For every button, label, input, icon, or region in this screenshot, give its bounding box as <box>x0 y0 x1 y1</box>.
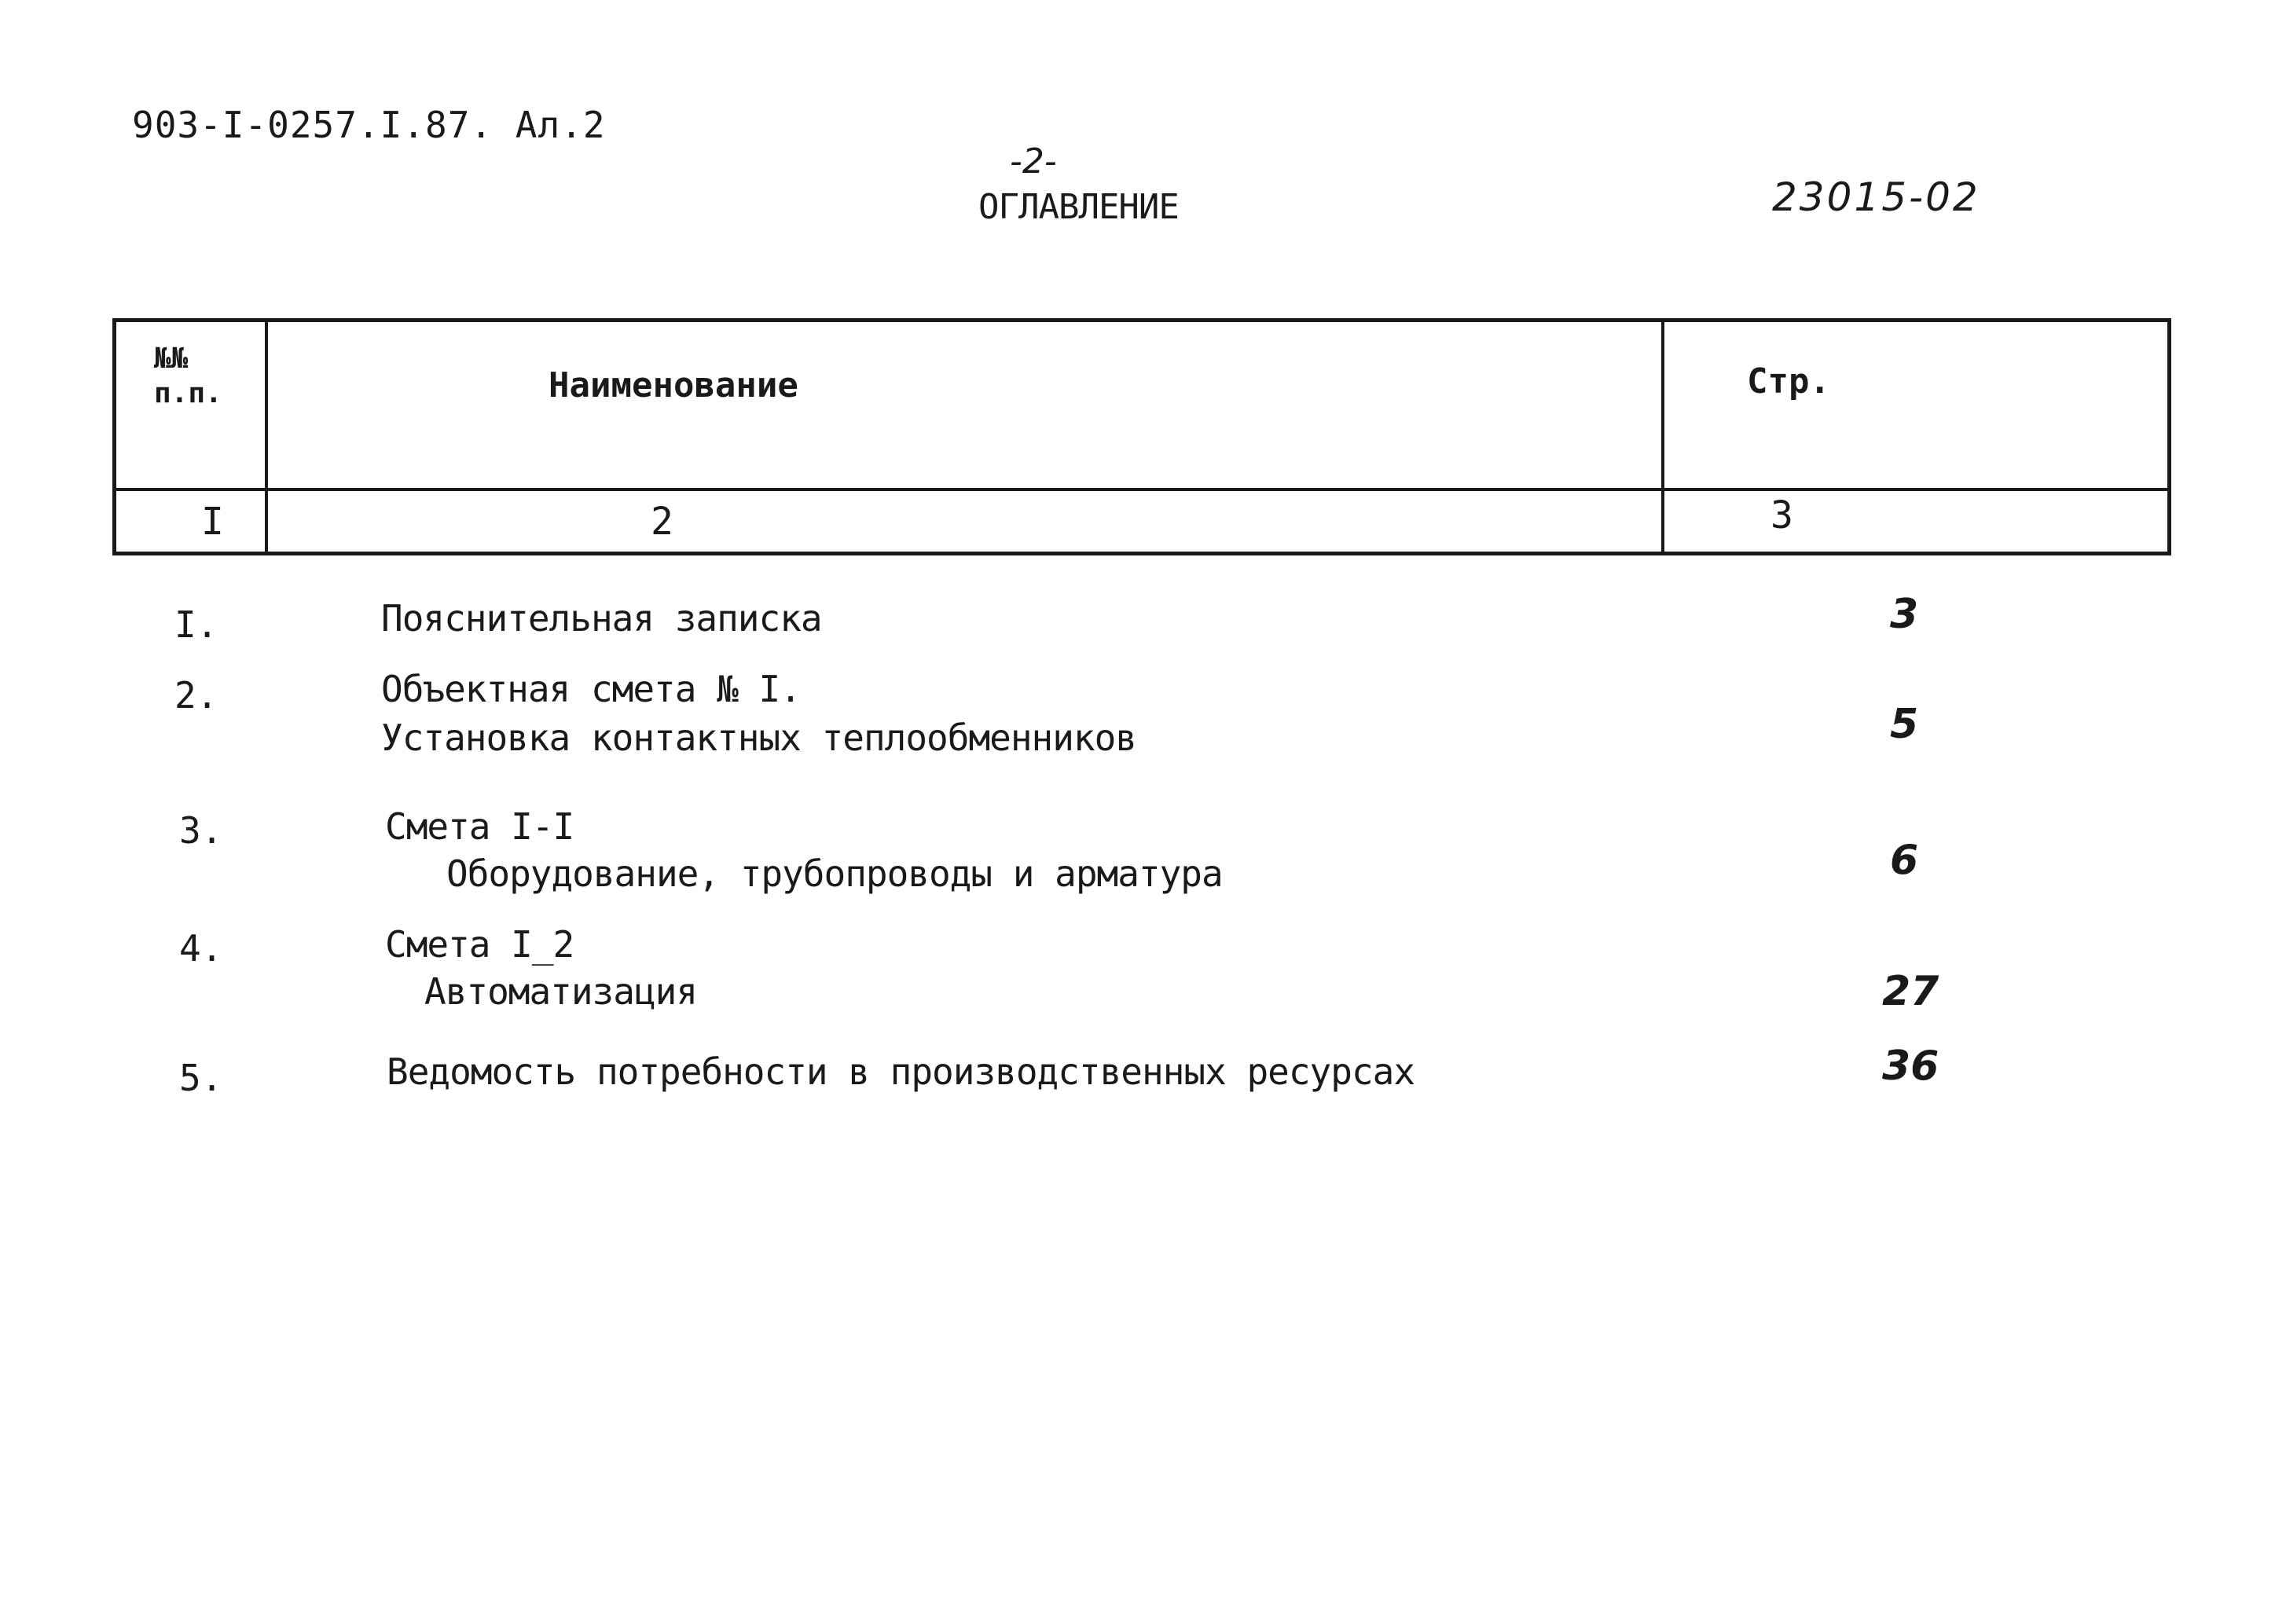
entry-page: 6 <box>1890 837 1919 884</box>
column-header-page: Стр. <box>1747 361 1830 401</box>
column-header-number-line1: №№ <box>154 343 189 375</box>
column-header-name: Наименование <box>549 365 798 405</box>
entry-number: 2. <box>174 674 218 717</box>
entry-page: 3 <box>1890 591 1919 638</box>
entry-number: I. <box>174 603 218 646</box>
column-header-number-line2: п.п. <box>154 377 222 409</box>
row-divider <box>116 488 2167 491</box>
entry-page: 27 <box>1882 968 1939 1015</box>
entry-title: Пояснительная записка <box>381 597 822 640</box>
entry-subtitle: Автоматизация <box>424 970 698 1013</box>
page-title: ОГЛАВЛЕНИЕ <box>978 187 1179 227</box>
page-number: -2- <box>1010 141 1057 181</box>
column-header-number <box>154 342 222 411</box>
column-divider <box>265 322 268 552</box>
entry-number: 4. <box>179 927 223 970</box>
entry-title: Объектная смета № I. <box>381 668 801 710</box>
entry-subtitle: Оборудование, трубопроводы и арматура <box>446 852 1223 895</box>
entry-subtitle: Установка контактных теплообменников <box>381 717 1136 759</box>
entry-number: 3. <box>179 809 223 852</box>
handwritten-stamp: 23015-02 <box>1772 174 1980 220</box>
column-index-3: 3 <box>1770 493 1793 537</box>
entry-number: 5. <box>179 1057 223 1099</box>
entry-title: Смета I_2 <box>385 923 574 966</box>
entry-page: 5 <box>1890 701 1919 748</box>
toc-header-table <box>112 318 2171 555</box>
column-index-1: I <box>201 500 224 544</box>
entry-page: 36 <box>1882 1043 1939 1090</box>
entry-title: Смета I-I <box>385 805 574 848</box>
document-code: 903-I-0257.I.87. Ал.2 <box>132 104 606 146</box>
entry-title: Ведомость потребности в производственных ресурсах <box>387 1050 1415 1093</box>
column-index-2: 2 <box>651 500 673 544</box>
column-divider <box>1661 322 1664 552</box>
